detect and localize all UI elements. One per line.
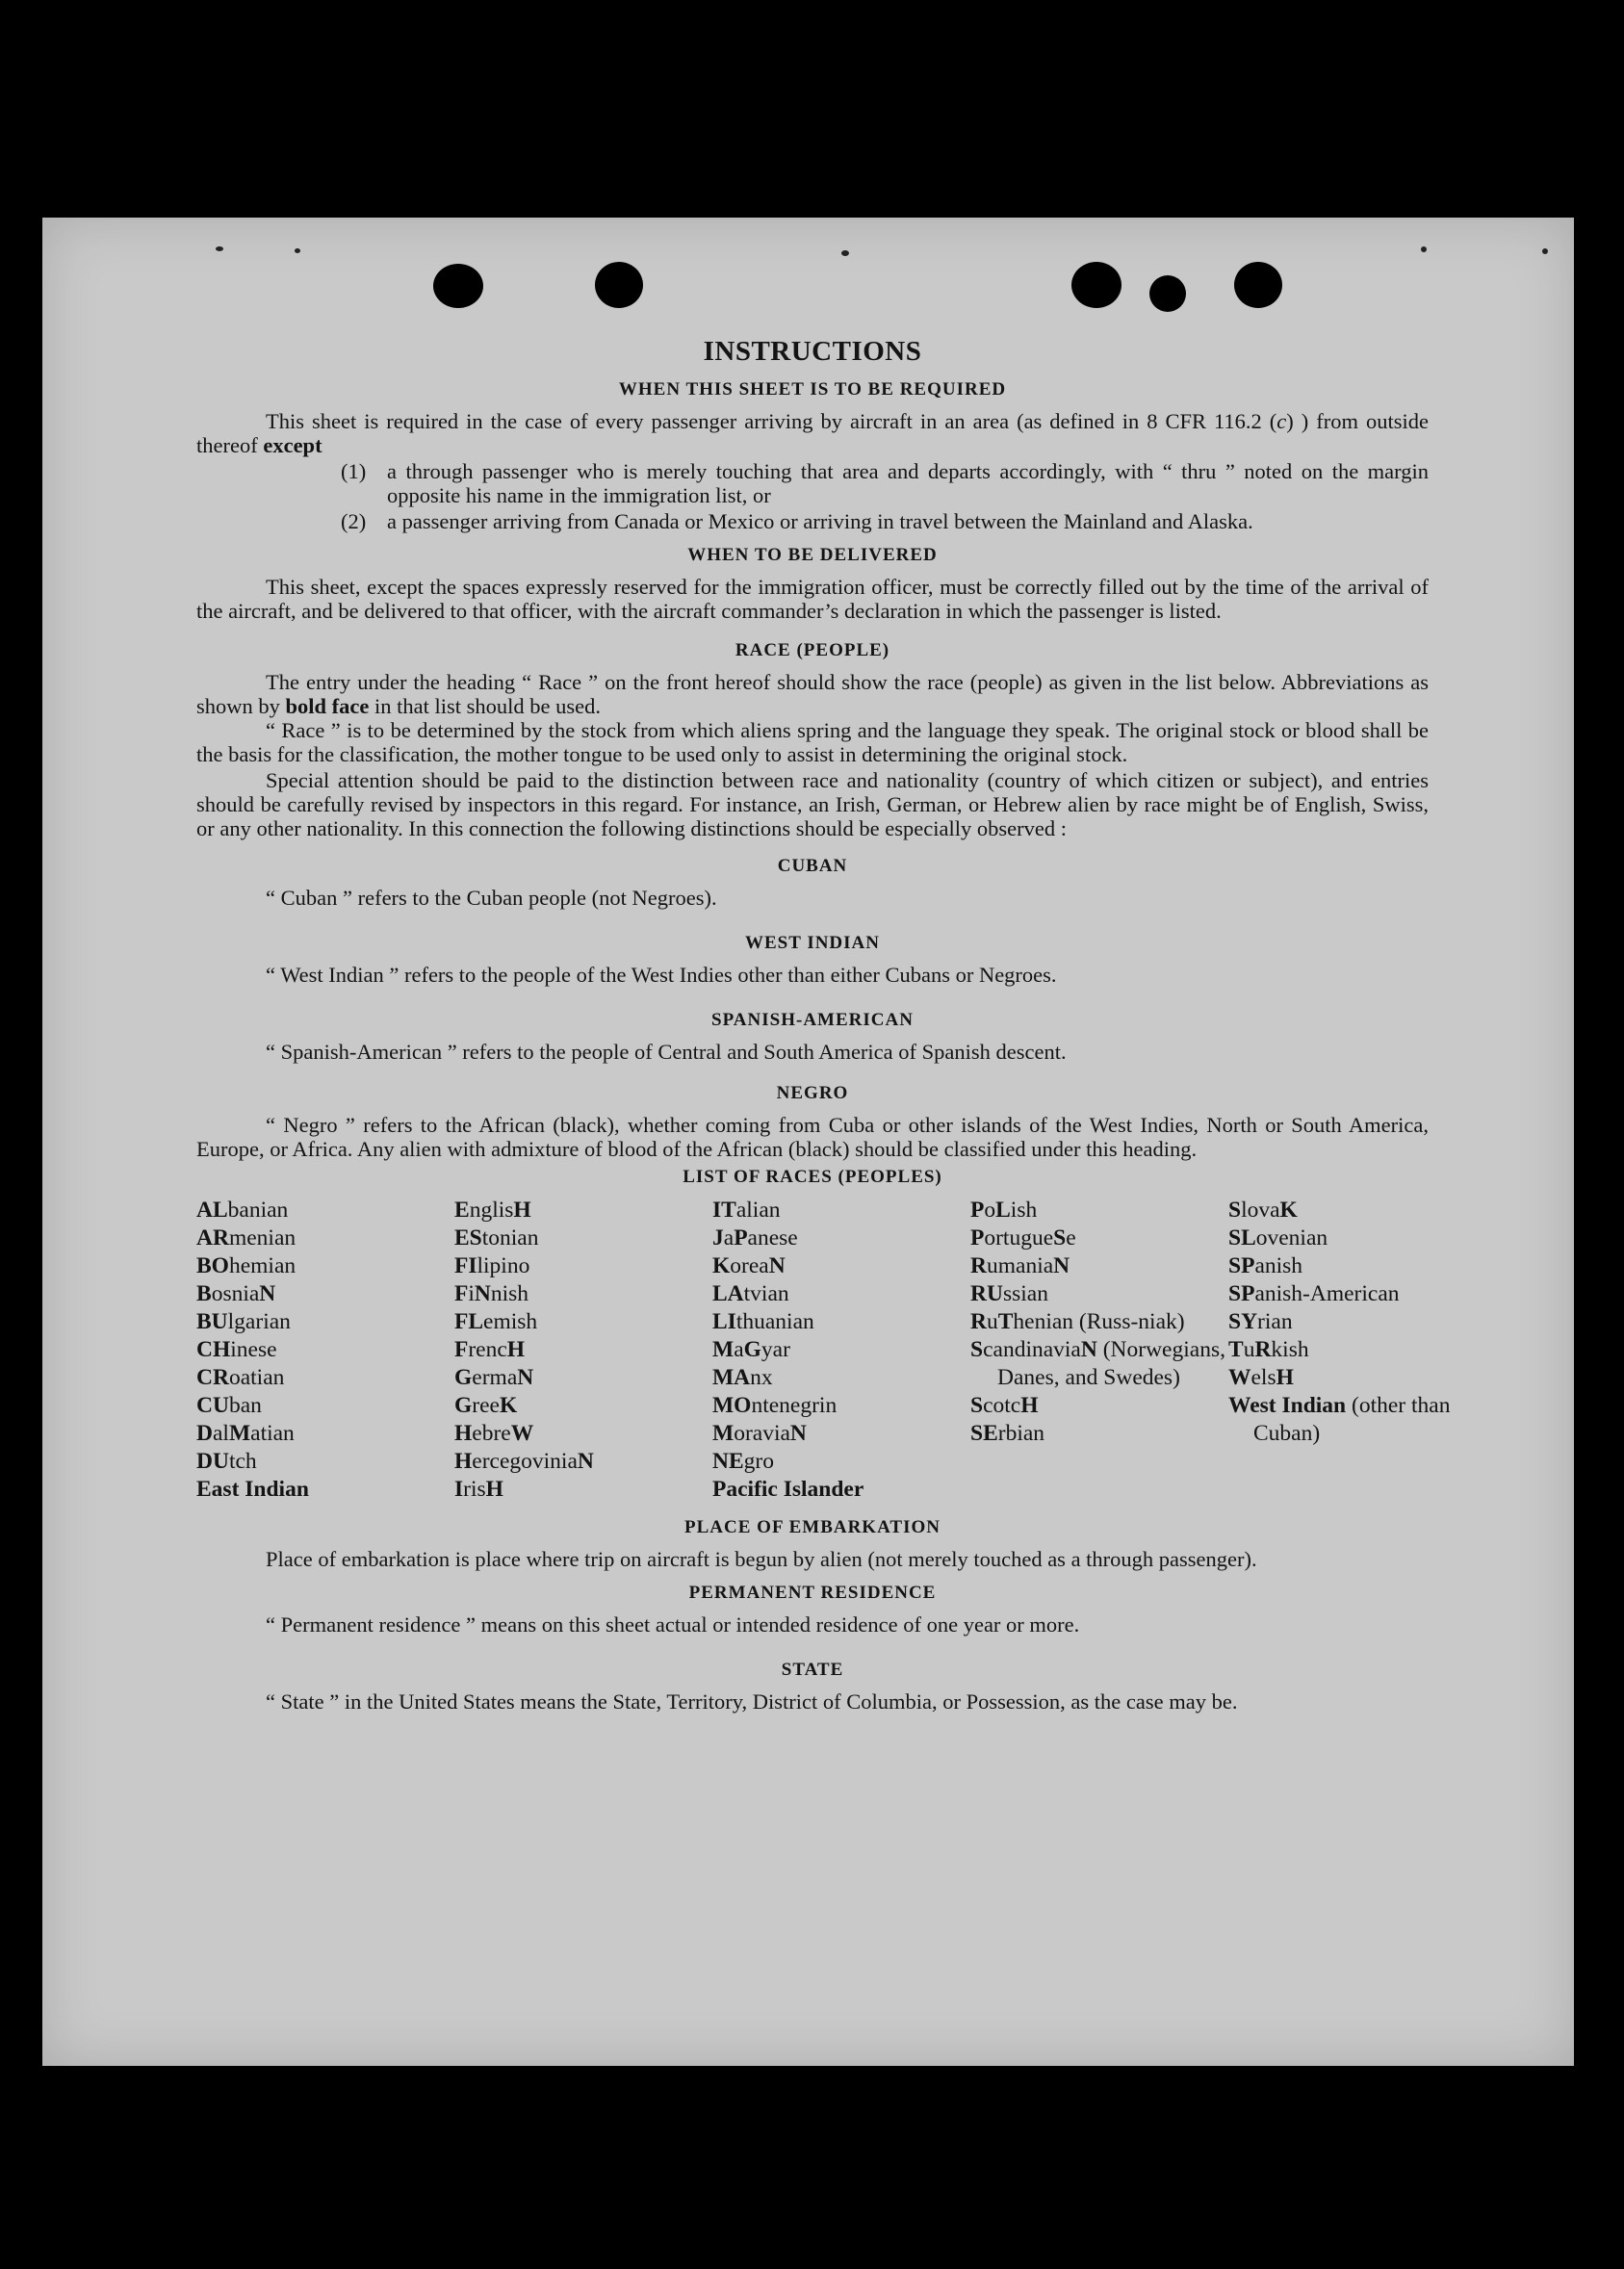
exception-number: (1) [341, 459, 367, 483]
race-entry [454, 1197, 712, 1225]
race-entry-segment: a [723, 1225, 735, 1251]
race-entry-segment: FI [454, 1253, 477, 1278]
race-entry-segment: cotc [983, 1393, 1021, 1418]
race-entry-segment: henian (Russ-niak) [1013, 1309, 1185, 1334]
race-entry [712, 1336, 970, 1364]
race-entry-segment: lgarian [227, 1309, 291, 1334]
race-entry-segment: F [454, 1281, 469, 1306]
race-entry [196, 1336, 454, 1364]
race-entry-segment: ssian [1002, 1281, 1048, 1306]
race-entry-segment: J [712, 1225, 724, 1251]
race-entry-segment: oravia [734, 1421, 790, 1446]
race-entry-segment: B [196, 1281, 212, 1306]
race-entry-segment: N [789, 1421, 807, 1446]
heading-races-list: LIST OF RACES (PEOPLES) [683, 1167, 942, 1187]
race-entry [196, 1225, 454, 1252]
race-entry-segment: P [970, 1225, 985, 1251]
races-column [1228, 1197, 1486, 1504]
punch-hole [1234, 262, 1282, 308]
race-entry-segment: hemian [228, 1253, 296, 1278]
heading-delivered: WHEN TO BE DELIVERED [687, 545, 938, 565]
race-entry-segment: W [510, 1421, 534, 1446]
race-entry [454, 1448, 712, 1476]
race-paragraph-1: The entry under the heading “ Race ” on the front hereof should show the race (people) as given in the list below. Abbreviations as shown by bold face in that list should be used. [196, 670, 1429, 718]
required-intro: This sheet is required in the case of every passenger arriving by aircraft in an area (as defined in 8 CFR 116.2 (c) ) from outside thereof except [196, 409, 1429, 457]
race-entry-segment: SP [1228, 1281, 1255, 1306]
race-entry-segment: K [499, 1393, 518, 1418]
negro-text: “ Negro ” refers to the African (black), whether coming from Cuba or other islands of the West Indies, North or South America, Europe, or Africa. Any alien with admixture of blood of the African (black) should be classified under this heading. [196, 1113, 1429, 1161]
race-entry-segment: kish [1271, 1337, 1309, 1362]
race-entry-segment: MA [712, 1365, 751, 1390]
race-entry-segment: East Indian [196, 1477, 309, 1502]
race-entry-segment: (other than Cuban) [1253, 1393, 1451, 1446]
embarkation-text: Place of embarkation is place where trip on aircraft is begun by alien (not merely touched as a through passenger). [266, 1547, 1257, 1571]
race-entry-segment: i [468, 1281, 475, 1306]
heading-race: RACE (PEOPLE) [735, 640, 890, 660]
race-entry-segment: o [984, 1198, 996, 1223]
race-entry-segment: SE [970, 1421, 998, 1446]
race-entry-segment: K [712, 1253, 731, 1278]
race-entry-segment: F [454, 1337, 469, 1362]
state-text: “ State ” in the United States means the State, Territory, District of Columbia, or Possession, as the case may be. [266, 1689, 1238, 1714]
race-entry-segment: P [734, 1225, 748, 1251]
race-entry [712, 1448, 970, 1476]
race-entry-segment: erma [472, 1365, 518, 1390]
race-entry [1228, 1280, 1486, 1308]
race-entry [970, 1197, 1228, 1225]
exception-item-2 [341, 509, 1429, 533]
race-entry-segment: u [1243, 1337, 1255, 1362]
race-entry-segment: menian [228, 1225, 296, 1251]
race-entry [712, 1420, 970, 1448]
race-entry [1228, 1308, 1486, 1336]
race-entry-segment: (Norwegians, Danes, and Swedes) [997, 1337, 1225, 1390]
race-entry-segment: D [196, 1421, 213, 1446]
race-entry-segment: N [517, 1365, 534, 1390]
heading-cuban: CUBAN [777, 856, 848, 876]
race-entry [196, 1364, 454, 1392]
race-entry-segment: oatian [228, 1365, 285, 1390]
race-entry-segment: N [1053, 1253, 1070, 1278]
race-entry-segment: M [228, 1421, 251, 1446]
race-entry-segment: a [734, 1337, 744, 1362]
heading-required: WHEN THIS SHEET IS TO BE REQUIRED [618, 379, 1007, 400]
races-column [454, 1197, 712, 1504]
race-entry-segment: I [454, 1477, 464, 1502]
race-entry-segment: CU [196, 1393, 229, 1418]
race-entry-segment: S [970, 1393, 984, 1418]
race-entry-segment: CR [196, 1365, 229, 1390]
race-entry-segment: L [995, 1198, 1011, 1223]
race-entry-segment: orea [730, 1253, 769, 1278]
race-entry-segment: AL [196, 1198, 228, 1223]
race-entry-segment: anish-American [1254, 1281, 1400, 1306]
race-entry-segment: R [1254, 1337, 1272, 1362]
race-entry-segment: T [1228, 1337, 1244, 1362]
race-entry-segment: RU [970, 1281, 1003, 1306]
race-entry-segment: banian [227, 1198, 289, 1223]
race-entry-segment: anish [1254, 1253, 1303, 1278]
race-entry-segment: rbian [997, 1421, 1045, 1446]
race-entry-segment: H [1020, 1393, 1039, 1418]
race-entry-segment: DU [196, 1449, 229, 1474]
cuban-text: “ Cuban ” refers to the Cuban people (not Negroes). [266, 886, 717, 910]
race-entry [454, 1280, 712, 1308]
race-entry-segment: tvian [743, 1281, 789, 1306]
race-entry [196, 1252, 454, 1280]
punch-hole [433, 264, 483, 308]
race-entry [1228, 1225, 1486, 1252]
race-entry [196, 1308, 454, 1336]
race-entry-segment: BU [196, 1309, 228, 1334]
race-entry-segment: renc [468, 1337, 507, 1362]
race-entry-segment: West Indian [1228, 1393, 1347, 1418]
race-entry-segment: umania [986, 1253, 1054, 1278]
race-entry-segment: ris [463, 1477, 486, 1502]
paper-speck [841, 250, 849, 256]
race-entry [970, 1252, 1228, 1280]
delivered-text: This sheet, except the spaces expressly reserved for the immigration officer, must be correctly filled out by the time of the arrival of the aircraft, and be delivered to that officer, with the aircraft commander’s declaration in which the passenger is listed. [196, 575, 1429, 623]
race-entry [454, 1420, 712, 1448]
race-entry [454, 1476, 712, 1504]
race-entry [970, 1336, 1228, 1392]
race-entry [712, 1252, 970, 1280]
race-entry [454, 1225, 712, 1252]
race-entry-segment: ebre [472, 1421, 511, 1446]
exception-text: a through passenger who is merely touching that area and departs accordingly, with “ thru ” noted on the margin opposite his name in the immigration list, or [387, 459, 1429, 507]
race-entry-segment: N [768, 1253, 786, 1278]
race-entry-segment: atian [250, 1421, 295, 1446]
race-entry [970, 1308, 1228, 1336]
race-entry-segment: nglis [469, 1198, 514, 1223]
race-paragraph-2: “ Race ” is to be determined by the stock from which aliens spring and the language they speak. The original stock or blood shall be the basis for the classification, the mother tongue to be used only to assist in determining the original stock. [196, 718, 1429, 766]
race-entry [196, 1197, 454, 1225]
race-entry-segment: inese [230, 1337, 277, 1362]
race-entry [1228, 1197, 1486, 1225]
race-entry [196, 1280, 454, 1308]
race-entry-segment: candinavia [983, 1337, 1081, 1362]
race-entry-segment: M [712, 1421, 735, 1446]
race-entry-segment: S [1053, 1225, 1067, 1251]
paper-speck [1421, 246, 1427, 252]
paper-speck [216, 246, 223, 251]
race-entry-segment: ban [228, 1393, 262, 1418]
race-entry-segment: FL [454, 1309, 484, 1334]
race-entry [454, 1392, 712, 1420]
race-entry-segment: emish [483, 1309, 538, 1334]
race-entry-segment: alian [735, 1198, 781, 1223]
heading-embarkation: PLACE OF EMBARKATION [684, 1517, 941, 1537]
race-entry-segment: N [474, 1281, 491, 1306]
heading-spanish-american: SPANISH-AMERICAN [711, 1010, 914, 1030]
race-entry-segment: ntenegrin [751, 1393, 838, 1418]
race-entry-segment: M [712, 1337, 735, 1362]
race-entry-segment: ES [454, 1225, 482, 1251]
race-entry [1228, 1392, 1486, 1448]
race-entry-segment: H [513, 1198, 531, 1223]
race-entry-segment: CH [196, 1337, 231, 1362]
race-entry [970, 1420, 1228, 1448]
race-entry-segment: H [454, 1449, 473, 1474]
race-entry [1228, 1336, 1486, 1364]
race-entry-segment: e [1066, 1225, 1076, 1251]
exception-number: (2) [341, 509, 367, 533]
race-entry [196, 1476, 454, 1504]
race-entry-segment: NE [712, 1449, 744, 1474]
heading-west-indian: WEST INDIAN [745, 933, 880, 953]
exception-item-1 [341, 459, 1429, 507]
race-entry-segment: ortugue [984, 1225, 1054, 1251]
race-entry-segment: ercegovinia [472, 1449, 578, 1474]
race-entry-segment: SP [1228, 1253, 1255, 1278]
race-entry-segment: gro [743, 1449, 774, 1474]
punch-hole [1071, 262, 1121, 308]
race-entry-segment: N [1080, 1337, 1097, 1362]
race-entry-segment: LA [712, 1281, 744, 1306]
race-entry [454, 1308, 712, 1336]
race-entry-segment: N [577, 1449, 594, 1474]
heading-residence: PERMANENT RESIDENCE [688, 1583, 937, 1603]
race-entry-segment: R [970, 1253, 987, 1278]
race-entry [712, 1364, 970, 1392]
race-entry-segment: H [1276, 1365, 1294, 1390]
exception-text: a passenger arriving from Canada or Mexico or arriving in travel between the Mainland and Alaska. [387, 509, 1253, 533]
race-entry-segment: tonian [481, 1225, 539, 1251]
race-entry [970, 1280, 1228, 1308]
race-entry-segment: yar [760, 1337, 790, 1362]
races-list [196, 1197, 1451, 1504]
race-entry-segment: ish [1010, 1198, 1038, 1223]
paper-speck [1542, 248, 1548, 254]
race-entry [712, 1308, 970, 1336]
race-entry-segment: al [212, 1421, 229, 1446]
race-entry [196, 1392, 454, 1420]
race-entry-segment: lipino [477, 1253, 530, 1278]
race-entry-segment: nx [750, 1365, 773, 1390]
race-entry-segment: W [1228, 1365, 1251, 1390]
race-entry-segment: SY [1228, 1309, 1258, 1334]
race-entry-segment: S [1228, 1198, 1242, 1223]
race-entry [970, 1392, 1228, 1420]
race-entry-segment: R [970, 1309, 987, 1334]
race-entry [454, 1252, 712, 1280]
race-entry [196, 1420, 454, 1448]
west-indian-text: “ West Indian ” refers to the people of the West Indies other than either Cubans or Negroes. [266, 963, 1057, 987]
race-entry [196, 1448, 454, 1476]
race-entry [1228, 1252, 1486, 1280]
spanish-american-text: “ Spanish-American ” refers to the people of Central and South America of Spanish descent. [266, 1040, 1067, 1064]
race-entry [1228, 1364, 1486, 1392]
race-entry-segment: H [506, 1337, 526, 1362]
punch-hole [1149, 275, 1186, 312]
race-entry-segment: els [1250, 1365, 1276, 1390]
race-entry-segment: G [743, 1337, 761, 1362]
race-entry-segment: H [454, 1421, 473, 1446]
race-entry-segment: osnia [211, 1281, 260, 1306]
race-entry [712, 1392, 970, 1420]
race-entry-segment: G [454, 1365, 473, 1390]
race-entry-segment: MO [712, 1393, 752, 1418]
race-entry [454, 1364, 712, 1392]
race-entry-segment: lova [1241, 1198, 1280, 1223]
races-column [970, 1197, 1228, 1504]
page-title: INSTRUCTIONS [703, 336, 922, 367]
race-entry [712, 1197, 970, 1225]
instructions-content [196, 335, 1451, 1714]
punch-hole [595, 262, 643, 308]
race-entry-segment: E [454, 1198, 470, 1223]
race-entry [970, 1225, 1228, 1252]
race-entry-segment: IT [712, 1198, 736, 1223]
race-entry-segment: H [485, 1477, 503, 1502]
race-entry-segment: ree [472, 1393, 500, 1418]
heading-state: STATE [781, 1660, 844, 1680]
race-entry-segment: Pacific Islander [712, 1477, 864, 1502]
heading-negro: NEGRO [776, 1083, 849, 1103]
paper-speck [295, 248, 300, 253]
residence-text: “ Permanent residence ” means on this sheet actual or intended residence of one year or more. [266, 1612, 1080, 1637]
race-entry-segment: LI [712, 1309, 736, 1334]
race-entry-segment: AR [196, 1225, 229, 1251]
race-entry-segment: tch [228, 1449, 257, 1474]
races-column [712, 1197, 970, 1504]
race-entry-segment: K [1279, 1198, 1298, 1223]
race-entry-segment: rian [1257, 1309, 1293, 1334]
race-entry [712, 1280, 970, 1308]
race-entry [712, 1225, 970, 1252]
race-entry-segment: G [454, 1393, 473, 1418]
race-entry-segment: ovenian [1255, 1225, 1328, 1251]
race-entry-segment: T [997, 1309, 1014, 1334]
race-entry-segment: S [970, 1337, 984, 1362]
race-entry-segment: nish [490, 1281, 529, 1306]
race-entry-segment: N [259, 1281, 276, 1306]
race-entry-segment: anese [747, 1225, 798, 1251]
race-paragraph-3: Special attention should be paid to the distinction between race and nationality (country of which citizen or subject), and entries should be carefully revised by inspectors in this regard. For instance, an Irish, German, or Hebrew alien by race might be of English, Swiss, or any other nationality. In this connection the following distinctions should be especially observed : [196, 768, 1429, 840]
race-entry-segment: thuanian [735, 1309, 814, 1334]
race-entry-segment: P [970, 1198, 985, 1223]
race-entry [454, 1336, 712, 1364]
races-column [196, 1197, 454, 1504]
race-entry-segment: BO [196, 1253, 229, 1278]
race-entry-segment: u [986, 1309, 998, 1334]
race-entry-segment: SL [1228, 1225, 1256, 1251]
race-entry [712, 1476, 970, 1504]
